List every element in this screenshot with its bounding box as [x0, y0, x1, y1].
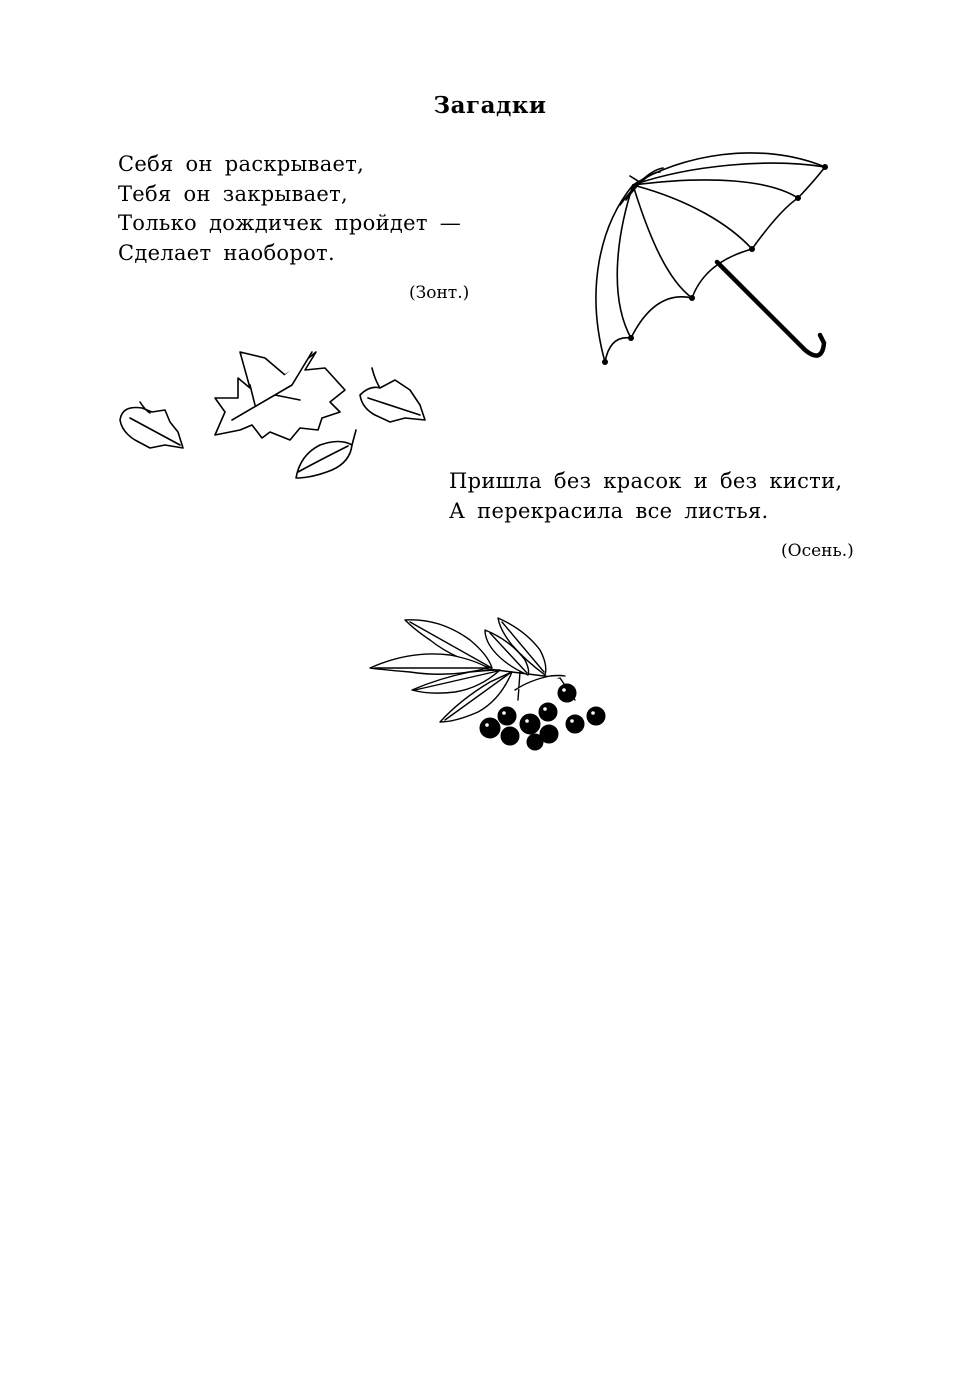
autumn-leaves-icon: [110, 340, 440, 490]
poem-line: Себя он раскрывает,: [118, 152, 365, 176]
riddle-answer: (Зонт.): [409, 283, 470, 303]
rowan-branch-icon: [365, 610, 615, 760]
riddle-answer: (Осень.): [781, 541, 854, 561]
poem-line: Пришла без красок и без кисти,: [449, 469, 843, 493]
riddle-autumn-text: [449, 467, 842, 526]
poem-line: Тебя он закрывает,: [118, 181, 349, 206]
umbrella-icon: [580, 135, 840, 375]
page-title: Загадки: [433, 92, 547, 119]
riddle-umbrella-text: [118, 150, 461, 268]
poem-line: Сделает наоборот.: [118, 240, 335, 265]
poem-line: Только дождичек пройдет —: [118, 211, 462, 235]
poem-line: А перекрасила все листья.: [449, 498, 769, 523]
